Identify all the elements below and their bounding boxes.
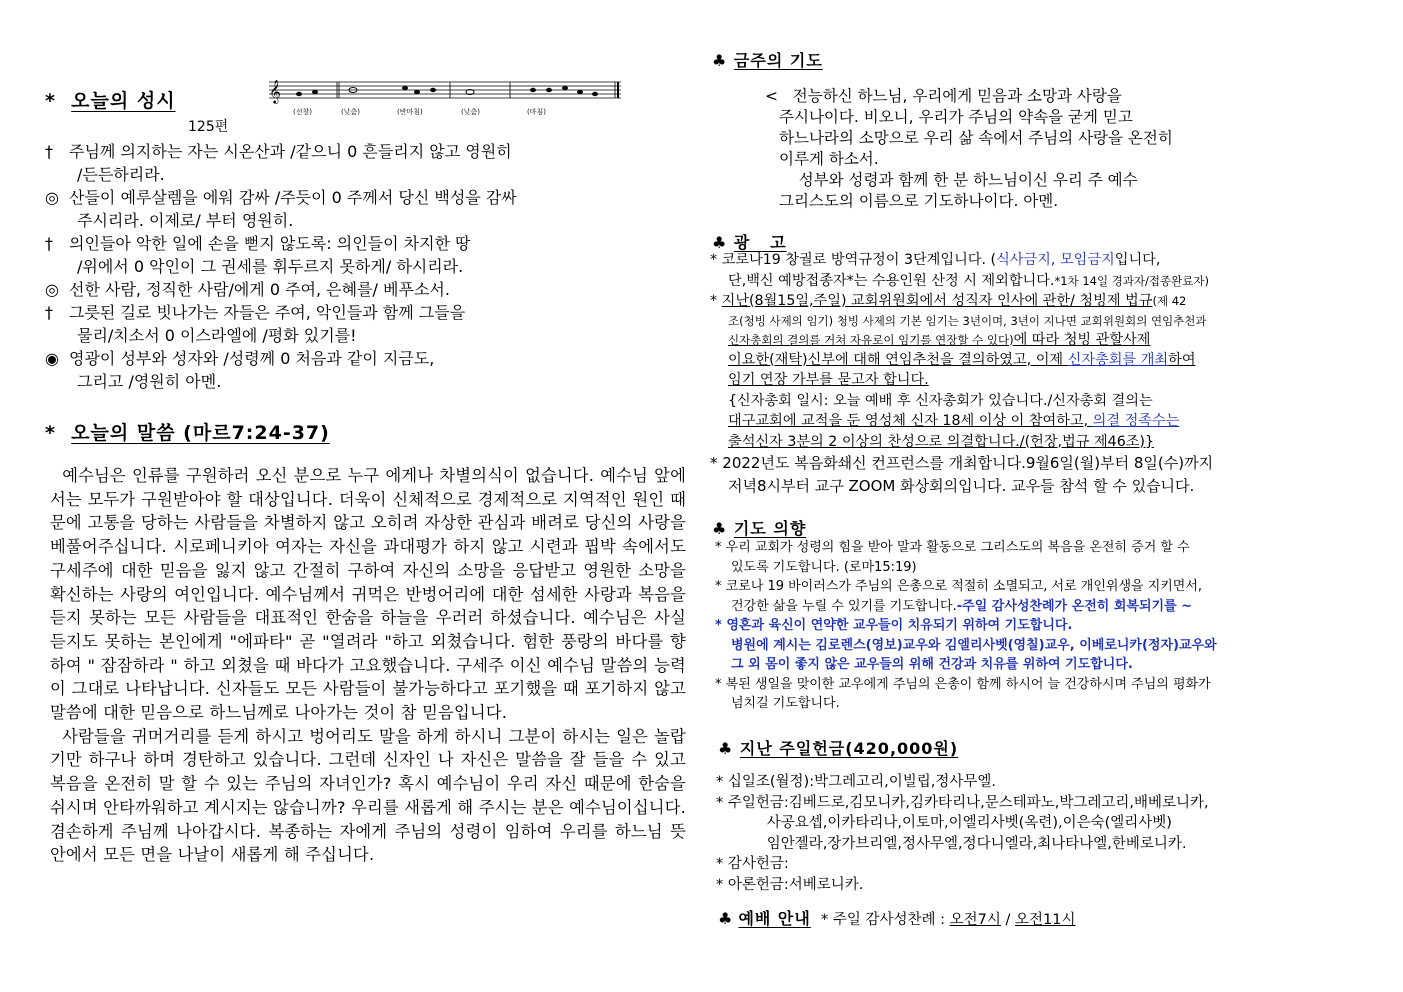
club-icon: ♣ bbox=[712, 51, 728, 70]
offering-title: ♣ 지난 주일헌금(420,000원) bbox=[718, 739, 959, 758]
notation-label: (선창) bbox=[293, 108, 312, 116]
week-prayer-body bbox=[765, 86, 1173, 212]
psalm-line: /위에서 0 악인이 그 권세를 휘두르지 못하게/ 하시리라. bbox=[77, 257, 464, 276]
psalm-title: * 오늘의 성시 bbox=[45, 90, 176, 112]
offering-body bbox=[716, 772, 1366, 895]
intention-line: * 복된 생일을 맞이한 교우에게 주님의 은총이 함께 하시어 늘 건강하시며 주님의 평화가 bbox=[715, 676, 1211, 692]
club-icon: ♣ bbox=[712, 233, 728, 252]
psalm-line: ◎ 산들이 예루살렘을 에워 감싸 /주듯이 0 주께서 당신 백성을 감싸 bbox=[45, 188, 517, 207]
prayer-line: 하느나라의 소망으로 우리 삶 속에서 주님의 사랑을 온전히 bbox=[779, 129, 1173, 147]
intention-line: 그 외 몸이 좋지 않은 교우들의 위해 건강과 치유를 위하여 기도합니다. bbox=[731, 657, 1133, 672]
svg-text:𝄞: 𝄞 bbox=[269, 79, 281, 103]
notation-label: (낮춤) bbox=[341, 108, 360, 116]
intentions-body bbox=[715, 538, 1365, 714]
ad-item-cont: {신자총회 일시: 오늘 예배 후 신자총회가 있습니다./신자총회 결의는 bbox=[728, 392, 1153, 409]
prayer-line: 그리스도의 이름으로 기도하나이다. 아멘. bbox=[779, 192, 1059, 210]
ads-title: ♣ 광 고 bbox=[712, 233, 787, 252]
offering-line: 사공요셉,이카타리나,이토마,이엘리사벳(옥련),이은숙(엘리사벳) bbox=[716, 815, 1172, 831]
sermon-body bbox=[50, 464, 692, 867]
ads-body bbox=[710, 250, 1370, 498]
psalm-line: /든든하리라. bbox=[77, 165, 165, 184]
notation-label: (마침) bbox=[527, 108, 546, 116]
psalm-number: 125편 bbox=[188, 119, 229, 135]
ad-item-cont: 대구교회에 교적을 둔 영성체 신자 18세 이상 이 참여하고, 의결 정족수는 bbox=[728, 413, 1180, 429]
offering-line: * 아론헌금:서베로니카. bbox=[716, 876, 864, 893]
ad-item-cont: 출석신자 3분의 2 이상의 찬성으로 의결합니다./(헌장,법규 제46조)} bbox=[728, 433, 1154, 450]
psalm-line: 주시리라. 이제로/ 부터 영원히. bbox=[77, 211, 294, 230]
notation-label: (낮춤) bbox=[461, 108, 480, 116]
music-staff-icon bbox=[265, 74, 625, 120]
ad-item: * 2022년도 복음화쇄신 컨프런스를 개최합니다.9월6일(월)부터 8일(수)까지 bbox=[710, 454, 1214, 472]
intention-line: 건강한 삶을 누릴 수 있기를 기도합니다.-주일 감사성찬례가 온전히 회복되기를 ~ bbox=[731, 598, 1193, 614]
prayer-line: < 전능하신 하느님, 우리에게 믿음과 소망과 사랑을 bbox=[765, 87, 1122, 105]
intention-line: * 우리 교회가 성령의 힘을 받아 말과 활동으로 그리스도의 복음을 온전히 증거 할 수 bbox=[715, 540, 1190, 555]
chant-notation bbox=[265, 74, 625, 120]
psalm-body bbox=[45, 140, 685, 393]
service-info: ♣ 예배 안내 * 주일 감사성찬례 : 오전7시 / 오전11시 bbox=[718, 909, 1076, 928]
club-icon: ♣ bbox=[718, 909, 734, 928]
prayer-line: 성부와 성령과 함께 한 분 하느님이신 우리 주 예수 bbox=[779, 171, 1138, 189]
ad-item-cont: 조(청빙 사제의 임기) 청빙 사제의 기본 임기는 3년이며, 3년이 지나면 교회위원회의 연임추천과 bbox=[728, 313, 1207, 328]
sermon-paragraph: 예수님은 인류를 구원하러 오신 분으로 누구 에게나 차별의식이 없습니다. 예수님 앞에서는 모두가 구원받아야 할 대상입니다. 더욱이 신체적으로 경제적으로 지역적인 원인 때문에 고통을 당하는 사람들을 차별하지 않고 오히려 자상한 관심과 배려로 당신의 사랑을 베풀어주십니다. 시로페니키아 여자는 자신을 과대평가 하지 않고 시련과 핍박 속에서도 구세주에 대한 믿음을 잃지 않고 간절히 구하여 자신의 소망을 응답받고 영원한 소망을 확신하는 사랑의 여인입니다. 예수님께서 귀먹은 반벙어리에 대한 섬세한 사랑과 복음을 듣지 못하는 모든 사람들을 대표적인 한숨을 하늘을 우러러 하셨습니다. 예수님은 사실 듣지도 못하는 본인에게 "에파타" 곧 "열려라 "하고 외쳤습니다. 험한 풍랑의 바다를 향하여 " 잠잠하라 " 하고 외쳤을 때 바다가 고요했습니다. 구세주 이신 예수님 말씀의 능력이 그대로 나타납니다. 신자들도 모든 사람들이 불가능하다고 포기했을 때 포기하지 않고 말씀에 대한 믿음으로 하느님께로 나아가는 것이 참 믿음입니다. bbox=[50, 466, 692, 723]
ad-item-cont: 이요한(재탁)신부에 대해 연임추천을 결의하였고, 이제 신자총회를 개최하여 bbox=[728, 351, 1196, 368]
psalm-title-text: 오늘의 성시 bbox=[71, 90, 176, 112]
ad-item: * 지난(8월15일,주일) 교회위원회에서 성직자 인사에 관한/ 청빙제 법규(제 42 bbox=[710, 293, 1187, 309]
psalm-line: ◎ 선한 사람, 정직한 사람/에게 0 주여, 은혜를/ 베푸소서. bbox=[45, 280, 450, 299]
intention-line: 넘치길 기도합니다. bbox=[731, 696, 840, 711]
prayer-line: 주시나이다. 비오니, 우리가 주님의 약속을 굳게 믿고 bbox=[779, 108, 1133, 126]
word-title-text: 오늘의 말씀 (마르7:24-37) bbox=[71, 422, 330, 444]
ad-item-cont: 임기 연장 가부를 묻고자 합니다. bbox=[728, 372, 929, 388]
notation-label: (반마침) bbox=[397, 108, 423, 116]
intention-line: 있도록 기도합니다. (로마15:19) bbox=[731, 559, 917, 575]
intentions-title: ♣ 기도 의향 bbox=[712, 519, 807, 538]
psalm-line: 물리/치소서 0 이스라엘에 /평화 있기를! bbox=[77, 326, 357, 345]
psalm-line: † 주님께 의지하는 자는 시온산과 /같으니 0 흔들리지 않고 영원히 bbox=[45, 142, 512, 161]
service-title: 예배 안내 bbox=[738, 909, 811, 928]
ad-item: * 코로나19 창궐로 방역규정이 3단계입니다. (식사금지, 모임금지입니다, bbox=[710, 252, 1161, 268]
word-title: * 오늘의 말씀 (마르7:24-37) bbox=[45, 422, 330, 444]
sermon-paragraph: 사람들을 귀머거리를 듣게 하시고 벙어리도 말을 하게 하시니 그분이 하시는 일은 놀랍기만 하구나 하며 경탄하고 있습니다. 그런데 신자인 나 자신은 말씀을 잘 들을 수 있고 복음을 온전히 말 할 수 있는 주님의 자녀인가? 혹시 예수님이 우리 자신 때문에 한숨을 쉬시며 안타까워하고 계시지는 않습니까? 우리를 새롭게 해 주시는 분은 예수님이십니다. 겸손하게 주님께 나아갑시다. 복종하는 자에게 주님의 성령이 임하여 우리를 하느님 뜻 안에서 모든 면을 나날이 새롭게 해 주십니다. bbox=[50, 726, 692, 865]
intention-line: * 영혼과 육신이 연약한 교우들이 치유되기 위하여 기도합니다. bbox=[715, 618, 1073, 633]
ad-item-cont: 저녁8시부터 교구 ZOOM 화상회의입니다. 교우들 참석 할 수 있습니다. bbox=[728, 477, 1195, 495]
offering-line: * 십일조(월정):박그레고리,이빌립,정사무엘. bbox=[716, 774, 997, 790]
ad-item-cont: 신자총회의 결의를 거쳐 자유로이 임기를 연장할 수 있다)에 따라 청빙 관할사제 bbox=[728, 331, 1151, 348]
psalm-line: † 의인들아 악한 일에 손을 뻗지 않도록: 의인들이 차지한 땅 bbox=[45, 234, 471, 253]
ad-item-cont: 단,백신 예방접종자*는 수용인원 산정 시 제외합니다.*1차 14일 경과자/접종완료자) bbox=[728, 272, 1209, 289]
prayer-line: 이루게 하소서. bbox=[779, 150, 879, 168]
psalm-line: 그리고 /영원히 아멘. bbox=[77, 372, 222, 391]
intention-line: * 코로나 19 바이러스가 주님의 은총으로 적절히 소멸되고, 서로 개인위생을 지키면서, bbox=[715, 579, 1203, 594]
psalm-line: ◉ 영광이 성부와 성자와 /성령께 0 처음과 같이 지금도, bbox=[45, 349, 435, 368]
offering-line: * 감사헌금: bbox=[716, 856, 789, 872]
week-prayer-title: ♣ 금주의 기도 bbox=[712, 51, 823, 70]
offering-line: 임안젤라,장가브리엘,정사무엘,정다니엘라,최나타나엘,한베로니카. bbox=[716, 835, 1187, 852]
intention-line: 병원에 계시는 김로렌스(영보)교우와 김엘리사벳(영칠)교우, 이베로니카(정자)교우와 bbox=[731, 637, 1217, 653]
offering-line: * 주일헌금:김베드로,김모니카,김카타리나,문스테파노,박그레고리,배베로니카, bbox=[716, 794, 1209, 811]
psalm-line: † 그릇된 길로 빗나가는 자들은 주여, 악인들과 함께 그들을 bbox=[45, 303, 466, 322]
club-icon: ♣ bbox=[718, 739, 734, 758]
club-icon: ♣ bbox=[712, 519, 728, 538]
